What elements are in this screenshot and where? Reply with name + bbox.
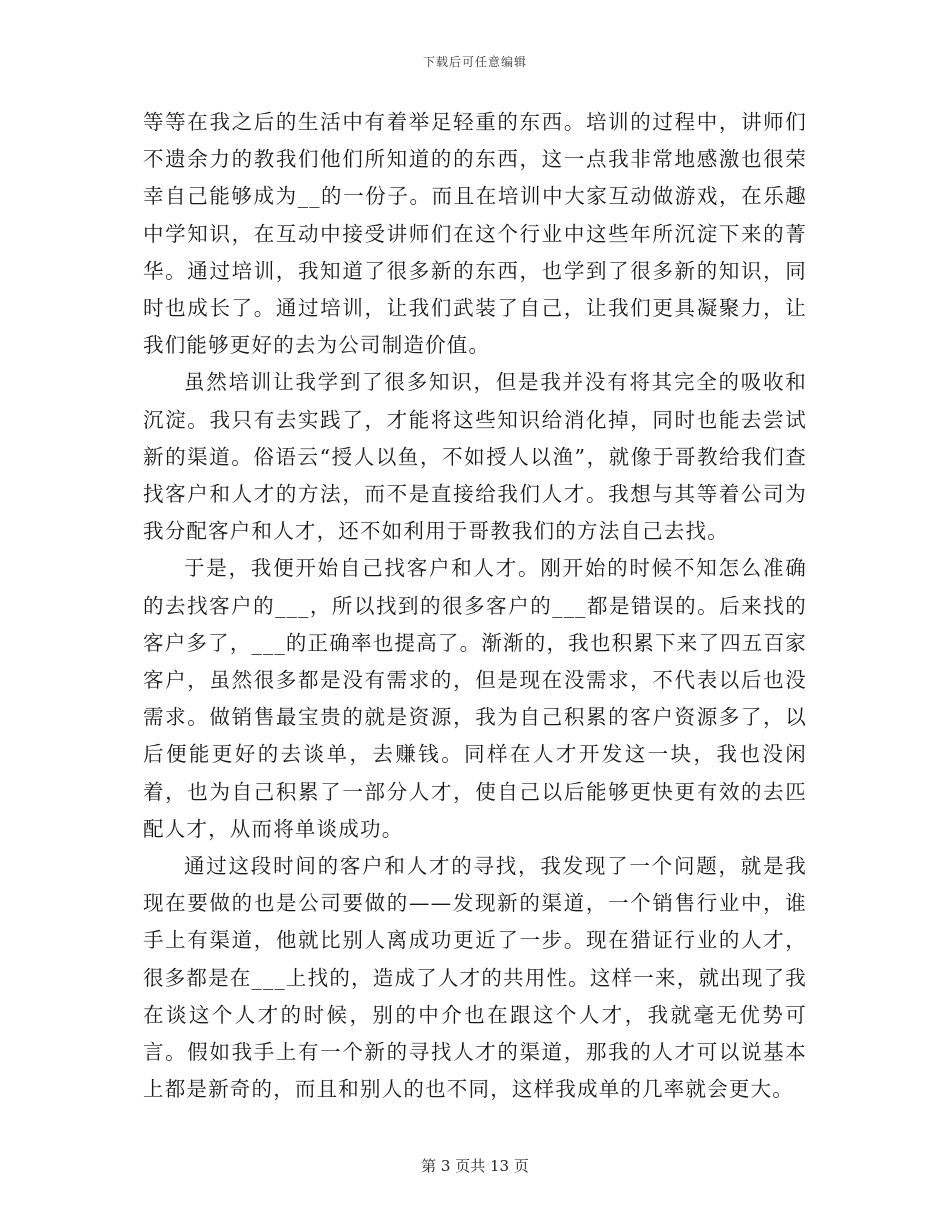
page-header: 下载后可任意编辑 <box>422 55 527 69</box>
paragraph-2: 虽然培训让我学到了很多知识，但是我并没有将其完全的吸收和沉淀。我只有去实践了，才能将这些知识给消化掉，同时也能去尝试新的渠道。俗语云“授人以鱼，不如授人以渔”，就像于哥教给我们查找客户和人才的方法，而不是直接给我们人才。我想与其等着公司为我分配客户和人才，还不如利用于哥教我们的方法自己去找。 <box>143 370 807 544</box>
page-footer: 第 3 页共 13 页 <box>421 1157 529 1175</box>
paragraph-4: 通过这段时间的客户和人才的寻找，我发现了一个问题，就是我现在要做的也是公司要做的——发现新的渠道，一个销售行业中，谁手上有渠道，他就比别人离成功更近了一步。现在猎证行业的人才，很多都是在___上找的，造成了人才的共用性。这样一来，就出现了我在谈这个人才的时候，别的中介也在跟这个人才，我就毫无优势可言。假如我手上有一个新的寻找人才的渠道，那我的人才可以说基本上都是新奇的，而且和别人的也不同，这样我成单的几率就会更大。 <box>143 854 807 1102</box>
paragraph-1: 等等在我之后的生活中有着举足轻重的东西。培训的过程中，讲师们不遗余力的教我们他们所知道的的东西，这一点我非常地感激也很荣幸自己能够成为__的一份子。而且在培训中大家互动做游戏，在乐趣中学知识，在互动中接受讲师们在这个行业中这些年所沉淀下来的菁华。通过培训，我知道了很多新的东西，也学到了很多新的知识，同时也成长了。通过培训，让我们武装了自己，让我们更具凝聚力，让我们能够更好的去为公司制造价值。 <box>143 110 807 358</box>
paragraph-3: 于是，我便开始自己找客户和人才。刚开始的时候不知怎么准确的去找客户的___，所以找到的很多客户的___都是错误的。后来找的客户多了，___的正确率也提高了。渐渐的，我也积累下来了四五百家客户，虽然很多都是没有需求的，但是现在没需求，不代表以后也没需求。做销售最宝贵的就是资源，我为自己积累的客户资源多了，以后便能更好的去谈单，去赚钱。同样在人才开发这一块，我也没闲着，也为自己积累了一部分人才，使自己以后能够更快更有效的去匹配人才，从而将单谈成功。 <box>143 556 807 841</box>
document-body <box>143 104 807 1108</box>
